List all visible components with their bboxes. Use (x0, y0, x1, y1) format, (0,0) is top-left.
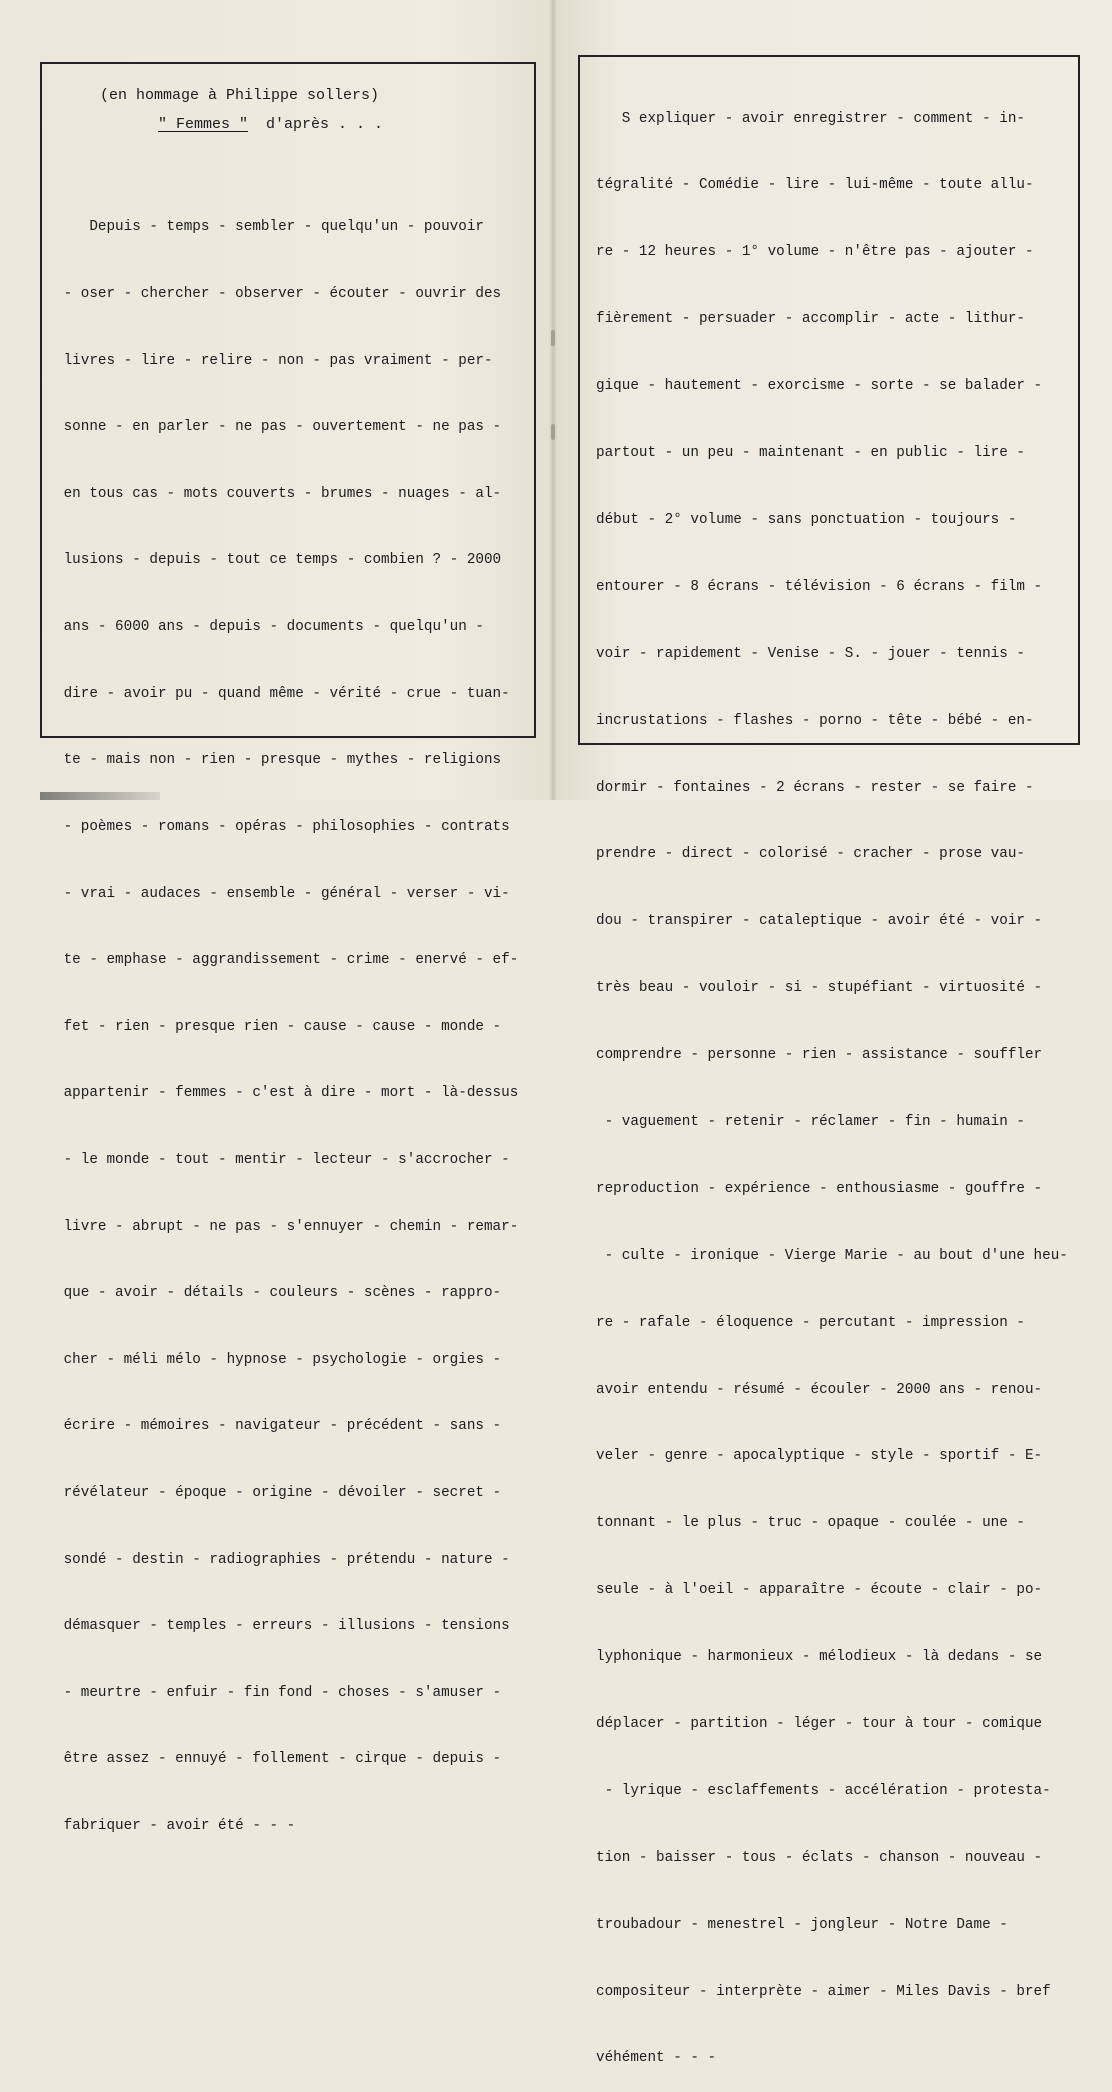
text-line: prendre - direct - colorisé - cracher - prose vau- (596, 846, 1025, 863)
text-line: fièrement - persuader - accomplir - acte - lithur- (596, 311, 1025, 328)
text-line: tégralité - Comédie - lire - lui-même - toute allu- (596, 177, 1034, 194)
text-line: gique - hautement - exorcisme - sorte - se balader - (596, 378, 1043, 395)
text-line: entourer - 8 écrans - télévision - 6 écrans - film - (596, 578, 1043, 595)
text-line: seule - à l'oeil - apparaître - écoute - clair - po- (596, 1582, 1043, 1599)
right-poem-text (596, 63, 1068, 2092)
text-line: tonnant - le plus - truc - opaque - coulée - une - (596, 1515, 1025, 1532)
text-line: déplacer - partition - léger - tour à tour - comique (596, 1715, 1043, 1732)
text-line: re - rafale - éloquence - percutant - impression - (596, 1314, 1025, 1331)
text-line: sonne - en parler - ne pas - ouvertement - ne pas - (55, 419, 502, 436)
text-line: re - 12 heures - 1° volume - n'être pas - ajouter - (596, 244, 1034, 261)
text-line: lusions - depuis - tout ce temps - combien ? - 2000 (55, 552, 502, 569)
text-line: - oser - chercher - observer - écouter - ouvrir des (55, 286, 502, 303)
text-line: - poèmes - romans - opéras - philosophies - contrats (55, 818, 510, 835)
text-line: appartenir - femmes - c'est à dire - mort - là-dessus (55, 1085, 519, 1102)
poem-title-line (158, 115, 383, 135)
left-poem-text (55, 172, 518, 1859)
text-line: - culte - ironique - Vierge Marie - au bout d'une heu- (596, 1247, 1068, 1264)
text-line: livres - lire - relire - non - pas vraiment - per- (55, 352, 493, 369)
text-line: - vaguement - retenir - réclamer - fin - humain - (596, 1113, 1025, 1130)
staple-top (551, 330, 555, 346)
text-line: comprendre - personne - rien - assistance - souffler (596, 1047, 1043, 1064)
booklet-fold (549, 0, 557, 800)
poem-title-suffix: d'après . . . (266, 116, 384, 133)
text-line: Depuis - temps - sembler - quelqu'un - pouvoir (55, 219, 484, 236)
text-line: ans - 6000 ans - depuis - documents - quelqu'un - (55, 619, 484, 636)
text-line: te - emphase - aggrandissement - crime - enervé - ef- (55, 952, 519, 969)
text-line: révélateur - époque - origine - dévoiler - secret - (55, 1484, 502, 1501)
text-line: S expliquer - avoir enregistrer - comment - in- (596, 110, 1025, 127)
text-line: en tous cas - mots couverts - brumes - nuages - al- (55, 485, 502, 502)
text-line: dire - avoir pu - quand même - vérité - crue - tuan- (55, 685, 510, 702)
text-line: que - avoir - détails - couleurs - scènes - rappro- (55, 1285, 502, 1302)
text-line: te - mais non - rien - presque - mythes - religions (55, 752, 502, 769)
text-line: reproduction - expérience - enthousiasme - gouffre - (596, 1180, 1043, 1197)
text-line: incrustations - flashes - porno - tête - bébé - en- (596, 712, 1034, 729)
text-line: cher - méli mélo - hypnose - psychologie - orgies - (55, 1351, 502, 1368)
text-line: veler - genre - apocalyptique - style - sportif - E- (596, 1448, 1043, 1465)
text-line: démasquer - temples - erreurs - illusions - tensions (55, 1618, 510, 1635)
text-line: début - 2° volume - sans ponctuation - toujours - (596, 511, 1017, 528)
text-line: véhément - - - (596, 2050, 717, 2067)
dedication-line: (en hommage à Philippe sollers) (100, 87, 380, 104)
staple-bottom (551, 424, 555, 440)
text-line: livre - abrupt - ne pas - s'ennuyer - chemin - remar- (55, 1218, 519, 1235)
text-line: - lyrique - esclaffements - accélération - protesta- (596, 1782, 1051, 1799)
text-line: très beau - vouloir - si - stupéfiant - virtuosité - (596, 980, 1043, 997)
text-line: troubadour - menestrel - jongleur - Notre Dame - (596, 1916, 1008, 1933)
text-line: lyphonique - harmonieux - mélodieux - là dedans - se (596, 1649, 1043, 1666)
text-line: être assez - ennuyé - follement - cirque - depuis - (55, 1751, 502, 1768)
text-line: avoir entendu - résumé - écouler - 2000 ans - renou- (596, 1381, 1043, 1398)
text-line: sondé - destin - radiographies - prétendu - nature - (55, 1551, 510, 1568)
text-line: fet - rien - presque rien - cause - cause - monde - (55, 1018, 502, 1035)
text-line: - vrai - audaces - ensemble - général - verser - vi- (55, 885, 510, 902)
text-line: - le monde - tout - mentir - lecteur - s'accrocher - (55, 1151, 510, 1168)
text-line: tion - baisser - tous - éclats - chanson - nouveau - (596, 1849, 1043, 1866)
text-line: voir - rapidement - Venise - S. - jouer - tennis - (596, 645, 1025, 662)
text-line: dou - transpirer - cataleptique - avoir été - voir - (596, 913, 1043, 930)
text-line: écrire - mémoires - navigateur - précédent - sans - (55, 1418, 502, 1435)
text-line: compositeur - interprète - aimer - Miles Davis - bref (596, 1983, 1051, 2000)
text-line: dormir - fontaines - 2 écrans - rester - se faire - (596, 779, 1034, 796)
bottom-edge-smudge (40, 792, 160, 800)
text-line: partout - un peu - maintenant - en public - lire - (596, 445, 1025, 462)
poem-title: " Femmes " (158, 116, 249, 133)
text-line: - meurtre - enfuir - fin fond - choses - s'amuser - (55, 1684, 502, 1701)
text-line: fabriquer - avoir été - - - (55, 1818, 296, 1835)
